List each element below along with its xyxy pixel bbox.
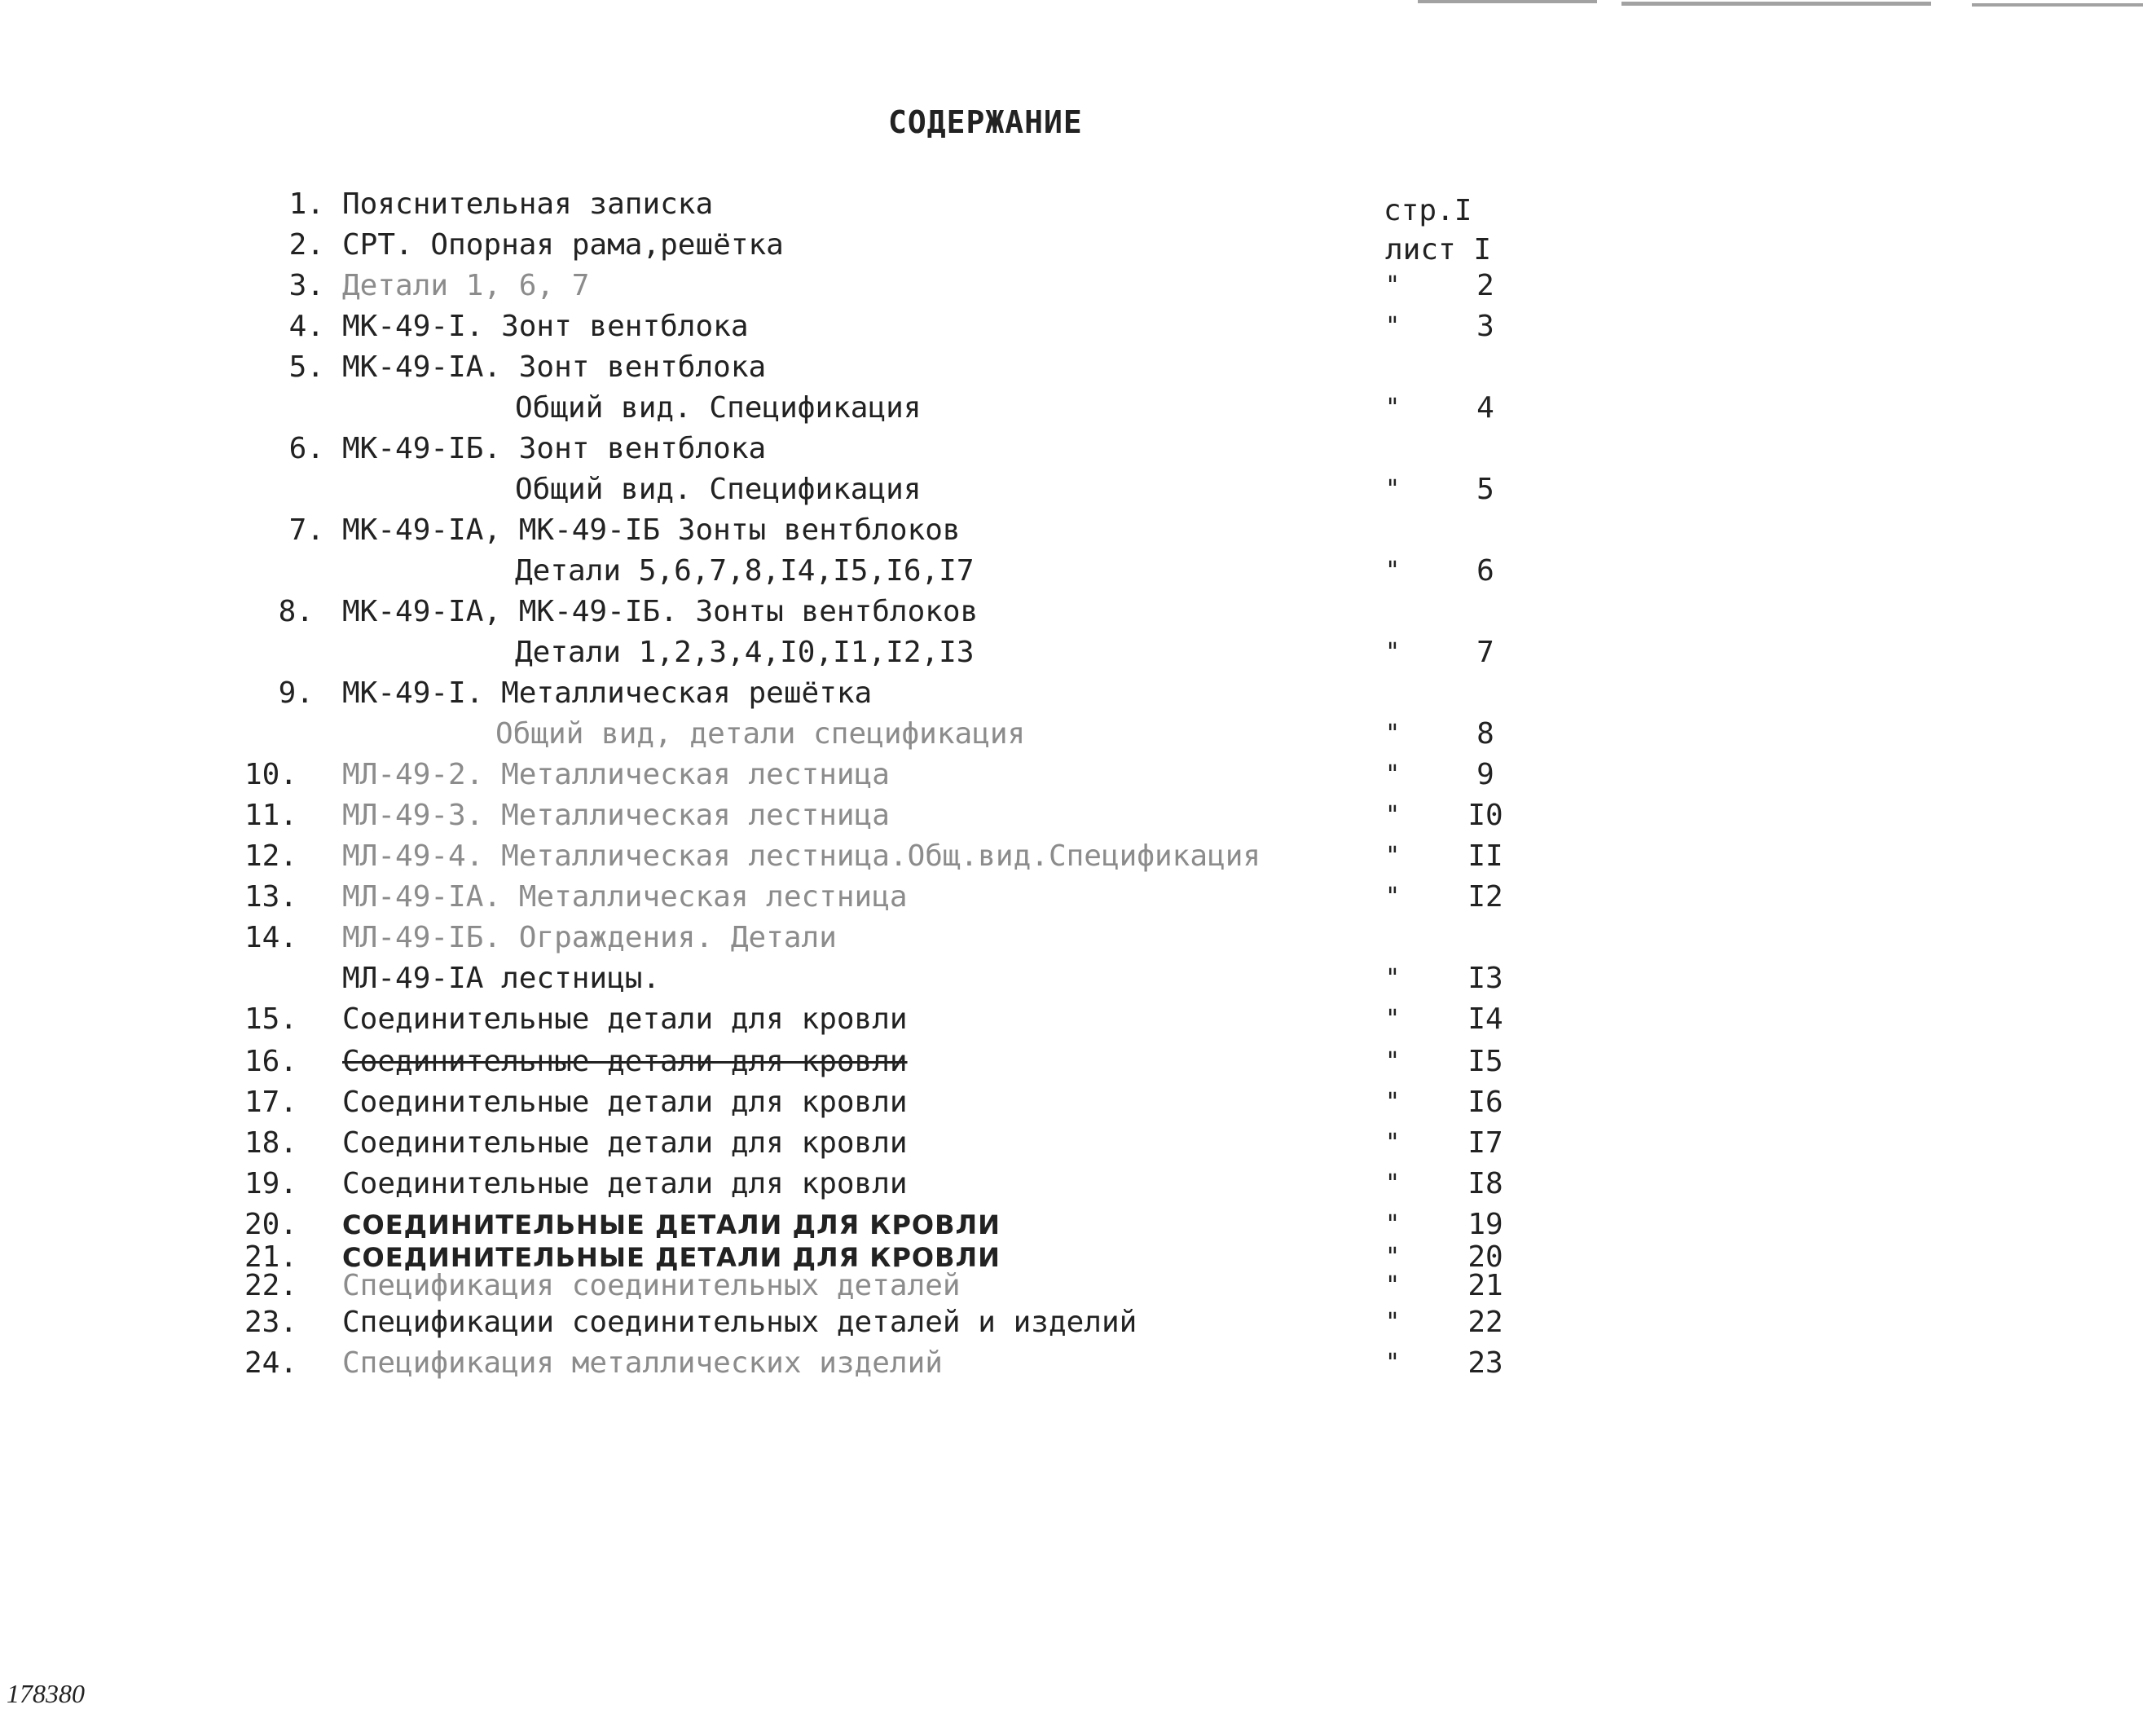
toc-item-number: 5. (288, 350, 324, 384)
ditto-mark: " (1385, 1271, 1401, 1300)
toc-item-number: 18. (244, 1126, 298, 1160)
toc-item-title: Спецификация металлических изделий (342, 1346, 943, 1380)
toc-item-title: МЛ-49-3. Металлическая лестница (342, 799, 890, 832)
toc-row (0, 1165, 1548, 1203)
toc-item-number: 16. (244, 1045, 298, 1078)
ditto-mark: " (1385, 1210, 1401, 1239)
toc-item-page: 22 (1467, 1306, 1503, 1339)
ditto-mark: " (1385, 1129, 1401, 1157)
ditto-mark: " (1385, 1005, 1401, 1033)
toc-row (0, 308, 1548, 346)
toc-row (0, 1001, 1548, 1038)
toc-row (0, 879, 1548, 916)
toc-row (0, 1267, 1548, 1305)
toc-item-title: Соединительные детали для кровли (342, 1002, 908, 1036)
ditto-mark: " (1385, 271, 1401, 300)
toc-item-title: МЛ-49-IА лестницы. (342, 962, 661, 995)
toc-item-number: 20. (244, 1208, 298, 1241)
toc-item-number: 4. (288, 310, 324, 343)
toc-row (0, 430, 1548, 468)
toc-item-number: 9. (278, 676, 314, 710)
toc-item-page: II (1467, 839, 1503, 873)
ditto-mark: " (1385, 1243, 1401, 1271)
toc-row (0, 919, 1548, 957)
toc-item-title: Спецификации соединительных деталей и изделий (342, 1306, 1137, 1339)
toc-item-page: I3 (1467, 962, 1503, 995)
toc-item-page: 3 (1476, 310, 1494, 343)
toc-row (0, 1084, 1548, 1121)
toc-item-page: 7 (1476, 636, 1494, 669)
ditto-mark: " (1385, 1169, 1401, 1198)
toc-item-page: I6 (1467, 1086, 1503, 1119)
toc-item-title: Детали 1,2,3,4,I0,I1,I2,I3 (515, 636, 975, 669)
toc-item-title: СОЕДИНИТЕЛЬНЫЕ ДЕТАЛИ ДЛЯ КРОВЛИ (342, 1209, 1001, 1240)
ditto-mark: " (1385, 394, 1401, 422)
toc-row (0, 716, 1548, 753)
ditto-mark: " (1385, 1088, 1401, 1117)
toc-row (0, 553, 1548, 590)
toc-row (0, 593, 1548, 631)
toc-row (0, 186, 1548, 223)
toc-item-page: 8 (1476, 717, 1494, 751)
toc-item-number: 15. (244, 1002, 298, 1036)
ditto-mark: " (1385, 312, 1401, 341)
toc-item-page: I7 (1467, 1126, 1503, 1160)
toc-item-title: СОЕДИНИТЕЛЬНЫЕ ДЕТАЛИ ДЛЯ КРОВЛИ (342, 1242, 1001, 1273)
toc-item-number: 10. (244, 758, 298, 791)
toc-item-number: 8. (278, 595, 314, 628)
toc-item-number: 3. (288, 269, 324, 302)
toc-item-title: СРТ. Опорная рама,решётка (342, 228, 784, 262)
ditto-mark: " (1385, 557, 1401, 585)
toc-row (0, 1043, 1548, 1081)
toc-row (0, 227, 1548, 264)
toc-item-page: I8 (1467, 1167, 1503, 1200)
toc-item-title: МЛ-49-4. Металлическая лестница.Общ.вид.Спецификация (342, 839, 1261, 873)
toc-item-page: 23 (1467, 1346, 1503, 1380)
toc-row (0, 838, 1548, 875)
toc-item-title: МК-49-I. Зонт вентблока (342, 310, 749, 343)
toc-item-page: I2 (1467, 880, 1503, 914)
toc-item-title: Детали 5,6,7,8,I4,I5,I6,I7 (515, 554, 975, 588)
toc-item-page: 9 (1476, 758, 1494, 791)
toc-item-page: I4 (1467, 1002, 1503, 1036)
toc-item-title: Общий вид. Спецификация (515, 391, 922, 425)
toc-item-title: Пояснительная записка (342, 187, 714, 221)
toc-item-number: 24. (244, 1346, 298, 1380)
toc-item-title: Соединительные детали для кровли (342, 1126, 908, 1160)
toc-item-title: МЛ-49-IБ. Ограждения. Детали (342, 921, 837, 954)
toc-row (0, 390, 1548, 427)
toc-item-page: I0 (1467, 799, 1503, 832)
ditto-mark: " (1385, 1349, 1401, 1377)
ditto-mark: " (1385, 842, 1401, 870)
toc-row (0, 471, 1548, 509)
toc-row (0, 797, 1548, 835)
toc-item-number: 22. (244, 1269, 298, 1302)
toc-row (0, 267, 1548, 305)
toc-row (0, 634, 1548, 672)
toc-row (0, 349, 1548, 386)
scan-noise (1621, 2, 1931, 6)
toc-item-number: 17. (244, 1086, 298, 1119)
toc-row (0, 675, 1548, 712)
toc-item-title: МК-49-IБ. Зонт вентблока (342, 432, 767, 465)
toc-row (0, 1125, 1548, 1162)
toc-item-number: 7. (288, 513, 324, 547)
toc-row (0, 512, 1548, 549)
toc-item-page: I5 (1467, 1045, 1503, 1078)
ditto-mark: " (1385, 964, 1401, 993)
toc-item-title: МЛ-49-2. Металлическая лестница (342, 758, 890, 791)
toc-item-title: Соединительные детали для кровли (342, 1045, 908, 1078)
toc-item-number: 1. (288, 187, 324, 221)
page-column-header: стр.I (1384, 194, 1472, 227)
ditto-mark: " (1385, 1047, 1401, 1076)
toc-item-number: 2. (288, 228, 324, 262)
toc-item-page: 19 (1467, 1208, 1503, 1241)
ditto-mark: " (1385, 720, 1401, 748)
toc-item-number: 12. (244, 839, 298, 873)
toc-item-title: МК-49-IА, МК-49-IБ. Зонты вентблоков (342, 595, 979, 628)
toc-item-number: 19. (244, 1167, 298, 1200)
toc-item-number: 21. (244, 1240, 298, 1274)
toc-item-page: 21 (1467, 1269, 1503, 1302)
ditto-mark: " (1385, 475, 1401, 504)
toc-item-title: МК-49-IА. Зонт вентблока (342, 350, 767, 384)
ditto-mark: " (1385, 638, 1401, 667)
toc-item-title: МЛ-49-IА. Металлическая лестница (342, 880, 908, 914)
toc-item-title: Общий вид. Спецификация (515, 473, 922, 506)
toc-item-page: 2 (1476, 269, 1494, 302)
toc-item-title: МК-49-I. Металлическая решётка (342, 676, 873, 710)
toc-item-title: Детали 1, 6, 7 (342, 269, 590, 302)
toc-row (0, 1304, 1548, 1341)
toc-item-title: Соединительные детали для кровли (342, 1167, 908, 1200)
toc-row (0, 960, 1548, 998)
toc-item-number: 13. (244, 880, 298, 914)
page-title: СОДЕРЖАНИЕ (888, 104, 1083, 140)
ditto-mark: " (1385, 801, 1401, 830)
toc-item-number: 14. (244, 921, 298, 954)
toc-item-title: МК-49-IА, МК-49-IБ Зонты вентблоков (342, 513, 961, 547)
toc-item-title: Общий вид, детали спецификация (495, 717, 1026, 751)
toc-item-number: 23. (244, 1306, 298, 1339)
scan-noise (1418, 0, 1597, 3)
ditto-mark: " (1385, 760, 1401, 789)
toc-item-page: 4 (1476, 391, 1494, 425)
toc-row (0, 756, 1548, 794)
toc-item-number: 11. (244, 799, 298, 832)
toc-item-number: 6. (288, 432, 324, 465)
toc-item-title: Соединительные детали для кровли (342, 1086, 908, 1119)
ditto-mark: " (1385, 883, 1401, 911)
scan-noise (1972, 3, 2143, 7)
toc-item-page: 20 (1467, 1240, 1503, 1274)
toc-row (0, 1345, 1548, 1382)
archive-number: 178380 (7, 1679, 85, 1708)
toc-item-page: 6 (1476, 554, 1494, 588)
sheet-column-header: лист I (1385, 233, 1492, 266)
toc-item-title: Спецификация соединительных деталей (342, 1269, 961, 1302)
toc-item-page: 5 (1476, 473, 1494, 506)
ditto-mark: " (1385, 1308, 1401, 1337)
